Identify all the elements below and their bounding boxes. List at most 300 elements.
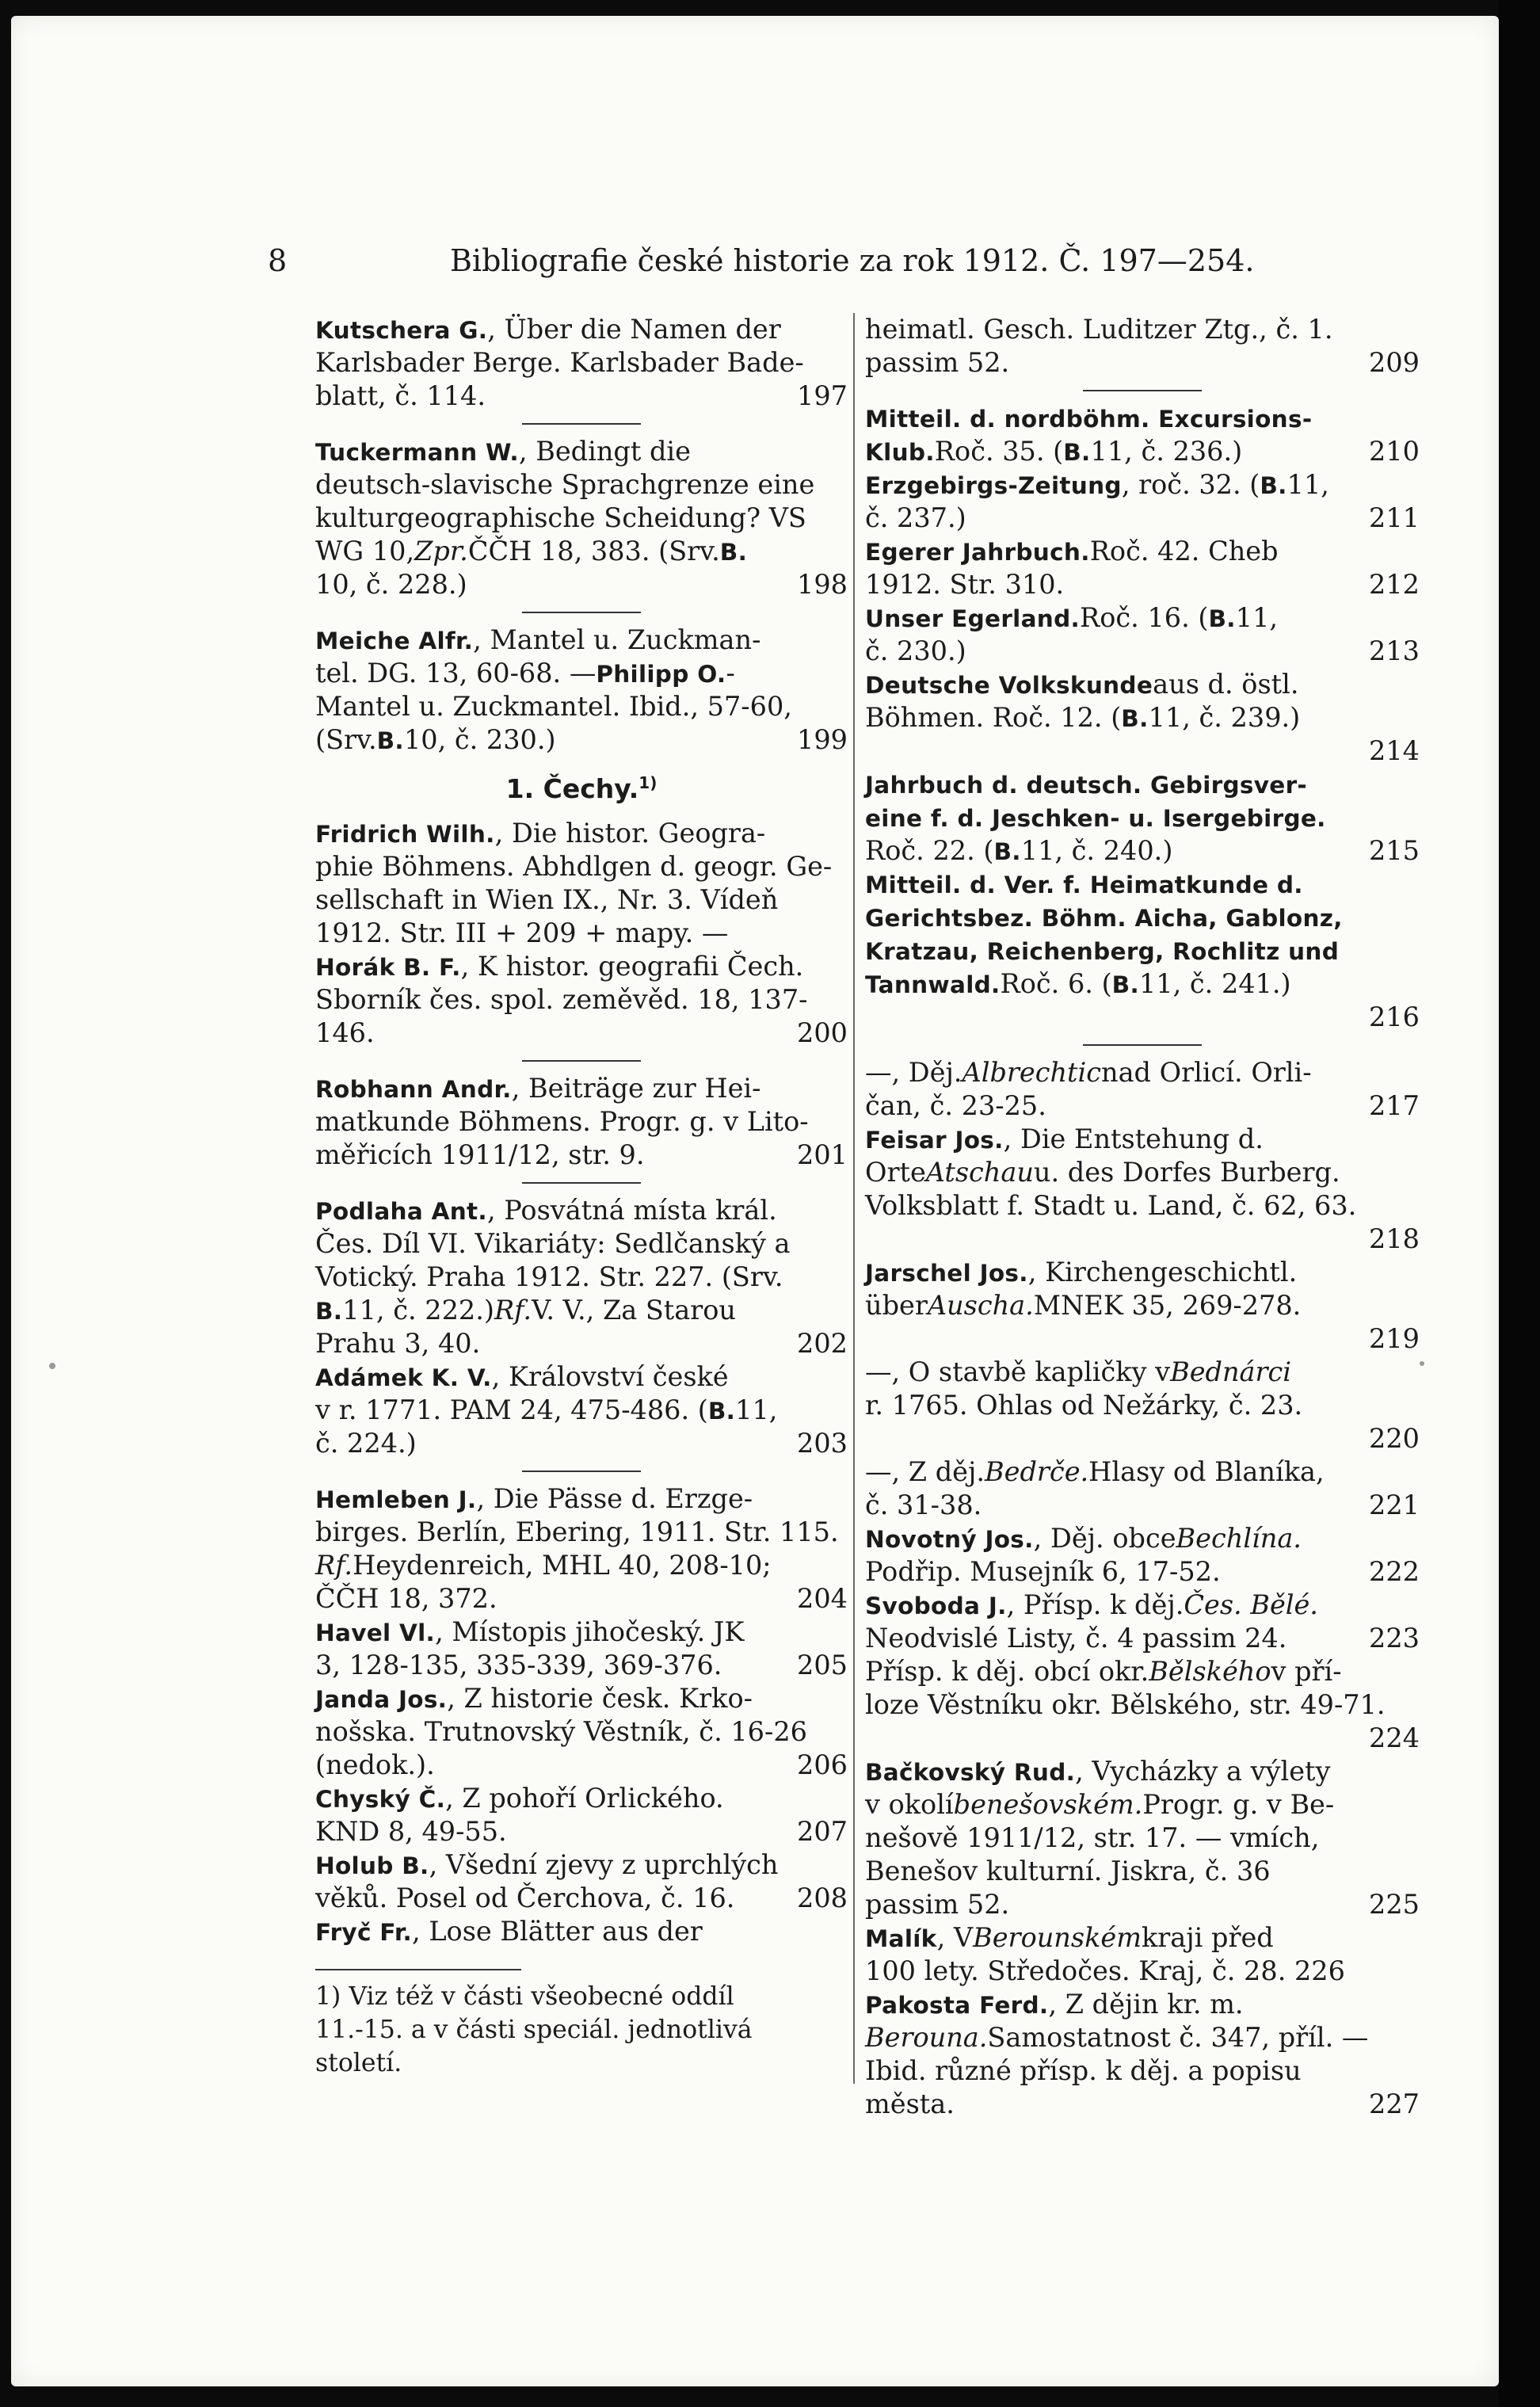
entry-number: 222: [1369, 1556, 1420, 1587]
line-text: [315, 2013, 753, 2047]
line-text: [865, 1788, 1334, 1821]
line-text: [315, 468, 814, 502]
text-line: [865, 402, 1420, 435]
text-line: [315, 624, 848, 657]
right-column: [865, 313, 1420, 2121]
text-segment: v r. 1771. PAM 24, 475-486. (: [315, 1394, 708, 1425]
text-line: [865, 1722, 1420, 1755]
line-text: [865, 668, 1298, 701]
text-line: [865, 1189, 1420, 1223]
text-segment: v okolí: [865, 1789, 954, 1820]
text-line: [315, 950, 848, 983]
italic-text: Atschau: [925, 1157, 1034, 1188]
text-line: [315, 1105, 848, 1139]
text-segment: , Die histor. Geogra-: [494, 818, 766, 849]
text-segment: Roč. 22. (: [865, 835, 994, 866]
text-line: [865, 1589, 1420, 1622]
text-segment: 11, č. 240.): [1020, 835, 1173, 866]
italic-text: benešovském.: [953, 1789, 1143, 1820]
text-segment: Votický. Praha 1912. Str. 227. (Srv.: [315, 1261, 783, 1292]
text-segment: 11,: [735, 1394, 778, 1425]
italic-text: Bělského: [1149, 1656, 1271, 1687]
text-segment: Přísp. k děj. obcí okr.: [865, 1656, 1149, 1687]
line-text: [865, 1389, 1302, 1422]
text-segment: 11,: [1287, 469, 1329, 500]
text-line: [865, 1389, 1420, 1422]
text-line: [865, 1123, 1420, 1156]
text-segment: Roč. 42. Cheb: [1089, 536, 1279, 566]
text-line: [315, 1682, 848, 1715]
italic-text: Bedrče.: [985, 1456, 1089, 1487]
line-text: [865, 834, 1172, 868]
text-line: [865, 1555, 1420, 1589]
line-text: [865, 1589, 1318, 1622]
text-segment: (nedok.).: [315, 1749, 435, 1780]
text-line: [865, 2021, 1420, 2054]
entry-separator: [315, 1460, 848, 1482]
text-segment: , Z historie česk. Krko-: [447, 1683, 753, 1714]
line-text: [865, 901, 1343, 934]
text-segment: čan, č. 23-25.: [865, 1090, 1046, 1121]
text-segment: , Děj. obce: [1033, 1523, 1176, 1554]
entry-number: 208: [797, 1882, 848, 1913]
text-segment: , Lose Blätter aus der: [412, 1916, 703, 1947]
text-line: [315, 1017, 848, 1050]
line-text: [865, 502, 966, 535]
footnote: [315, 1980, 848, 2080]
line-text: [865, 1289, 1301, 1322]
bold-text: Kutschera G.: [315, 317, 488, 344]
text-segment: , Die Entstehung d.: [1003, 1123, 1264, 1154]
line-text: [865, 1688, 1386, 1722]
text-line: [865, 601, 1420, 635]
line-text: [865, 2088, 955, 2121]
bold-text: Jarschel Jos.: [865, 1260, 1028, 1287]
text-line: [315, 535, 848, 568]
text-segment: č. 31-38.: [865, 1490, 982, 1520]
text-line: [315, 1072, 848, 1105]
line-text: [865, 468, 1329, 502]
text-line: [315, 1327, 848, 1360]
text-line: [315, 1715, 848, 1749]
text-line: [315, 883, 848, 917]
text-segment: 11, č. 239.): [1148, 702, 1301, 733]
line-text: [315, 1327, 480, 1360]
text-line: [315, 1749, 848, 1782]
line-text: [315, 1516, 839, 1549]
line-text: [315, 1394, 777, 1427]
italic-text: Bechlína.: [1176, 1523, 1302, 1554]
text-line: [865, 1655, 1420, 1688]
line-text: [865, 1755, 1330, 1788]
line-text: [315, 1582, 497, 1615]
italic-text: Berounském: [973, 1922, 1142, 1953]
text-segment: heimatl. Gesch. Luditzer Ztg., č. 1.: [865, 314, 1333, 345]
text-segment: Roč. 6. (: [1000, 968, 1112, 999]
line-text: [865, 1622, 1287, 1655]
line-text: [315, 2047, 402, 2080]
entry-number: 207: [797, 1816, 848, 1847]
text-line: [315, 1582, 848, 1615]
text-segment: kulturgeographische Scheidung? VS: [315, 502, 806, 533]
line-text: [315, 1194, 777, 1227]
text-segment: passim 52.: [865, 347, 1010, 378]
text-segment: Benešov kulturní. Jiskra, č. 36: [865, 1856, 1271, 1886]
text-line: [865, 1755, 1420, 1788]
line-text: [315, 1848, 778, 1882]
text-line: [315, 435, 848, 468]
bold-text: Philipp O.: [596, 661, 726, 688]
scan-speck: [1420, 1361, 1424, 1366]
text-segment: č. 237.): [865, 502, 966, 533]
entry-number: 201: [797, 1139, 848, 1170]
line-text: [315, 1980, 734, 2013]
line-text: [865, 967, 1291, 1001]
bold-text: Bačkovský Rud.: [865, 1759, 1076, 1786]
text-segment: 11.-15. a v části speciál. jednotlivá: [315, 2016, 753, 2044]
text-line: [865, 1322, 1420, 1356]
line-text: [865, 1189, 1356, 1223]
text-segment: města.: [865, 2088, 955, 2119]
text-segment: Progr. g. v Be-: [1142, 1789, 1335, 1820]
text-segment: Volksblatt f. Stadt u. Land, č. 62, 63.: [865, 1190, 1357, 1221]
line-text: [315, 1682, 753, 1715]
footnote-rule: [315, 1969, 521, 1970]
text-segment: , Místopis jihočeský. JK: [435, 1616, 745, 1647]
text-line: [865, 1855, 1420, 1888]
line-text: [865, 1955, 1345, 1988]
line-text: [865, 1888, 1009, 1921]
entry-number: 214: [1369, 735, 1420, 766]
text-line: [865, 1056, 1420, 1089]
text-segment: nošska. Trutnovský Věstník, č. 16-26: [315, 1716, 807, 1747]
line-text: [315, 1482, 753, 1516]
line-text: [315, 1017, 375, 1050]
text-line: [865, 1489, 1420, 1522]
text-line: [315, 313, 848, 346]
line-text: [315, 1360, 729, 1394]
line-text: [315, 1915, 703, 1948]
line-text: [865, 1489, 982, 1522]
text-segment: v pří-: [1271, 1656, 1342, 1687]
entry-number: 210: [1369, 436, 1420, 467]
text-segment: , Die Pässe d. Erzge-: [476, 1483, 753, 1514]
text-line: [865, 1256, 1420, 1289]
bold-text: Deutsche Volkskunde: [865, 672, 1153, 699]
text-segment: č. 230.): [865, 635, 966, 666]
text-segment: WG 10,: [315, 536, 415, 566]
left-column: [315, 313, 848, 2080]
bold-text: eine f. d. Jeschken- u. Isergebirge.: [865, 805, 1326, 832]
line-text: [315, 723, 556, 757]
bold-text: Pakosta Ferd.: [865, 1992, 1049, 2019]
text-segment: 100 lety. Středočes. Kraj, č. 28. 226: [865, 1955, 1345, 1986]
bold-text: B.: [993, 838, 1021, 865]
text-segment: aus d. östl.: [1153, 669, 1299, 700]
bold-text: Meiche Alfr.: [315, 627, 474, 654]
text-line: [315, 346, 848, 380]
line-text: [315, 1715, 807, 1749]
running-head: [268, 242, 1456, 280]
text-line: [315, 380, 848, 413]
italic-text: Rf.: [315, 1550, 353, 1581]
text-segment: sellschaft in Wien IX., Nr. 3. Vídeň: [315, 884, 779, 915]
text-segment: 1912. Str. 310.: [865, 569, 1065, 600]
line-text: [315, 1882, 734, 1915]
text-segment: Samostatnost č. 347, příl. —: [987, 2022, 1369, 2053]
line-text: [865, 1089, 1046, 1123]
entry-separator: [865, 1034, 1420, 1056]
entry-number: 215: [1369, 835, 1420, 866]
entry-number: 218: [1369, 1223, 1420, 1254]
text-segment: Heydenreich, MHL 40, 208-10;: [353, 1550, 772, 1581]
line-text: [865, 635, 966, 668]
text-segment: nešově 1911/12, str. 17. — vmích,: [865, 1822, 1320, 1853]
text-line: [315, 1194, 848, 1227]
bold-text: Horák B. F.: [315, 954, 461, 981]
text-line: [315, 983, 848, 1017]
page-number: 8: [268, 243, 288, 278]
bold-text: Hemleben J.: [315, 1486, 477, 1513]
line-text: [315, 1294, 736, 1327]
line-text: [865, 435, 1242, 468]
text-segment: 1912. Str. III + 209 + mapy. —: [315, 917, 729, 948]
text-line: [865, 668, 1420, 701]
text-line: [315, 468, 848, 502]
line-text: [865, 2021, 1368, 2054]
text-segment: passim 52.: [865, 1889, 1010, 1920]
line-text: [315, 1261, 783, 1294]
line-text: [865, 1256, 1297, 1289]
text-line: [865, 1522, 1420, 1555]
text-line: [865, 1001, 1420, 1034]
text-line: [315, 850, 848, 883]
text-segment: KND 8, 49-55.: [315, 1816, 507, 1847]
italic-text: Albrechtic: [962, 1057, 1101, 1088]
line-text: [315, 657, 735, 690]
italic-text: Rf.: [494, 1295, 532, 1326]
text-segment: deutsch-slavische Sprachgrenze eine: [315, 469, 815, 500]
text-segment: 11,: [1235, 602, 1279, 633]
text-line: [315, 2013, 848, 2047]
line-text: [315, 817, 765, 850]
text-line: [315, 1394, 848, 1427]
text-segment: Podřip. Musejník 6, 17-52.: [865, 1556, 1221, 1587]
bold-text: Tannwald.: [865, 971, 1001, 998]
text-segment: ČČH 18, 372.: [315, 1583, 497, 1614]
page-title: Bibliografie české historie za rok 1912. Č. 197—254.: [450, 243, 1255, 278]
bold-text: Fryč Fr.: [315, 1919, 413, 1946]
text-segment: 11, č. 222.): [342, 1295, 494, 1326]
entry-number: 221: [1369, 1490, 1420, 1520]
entry-number: 211: [1369, 502, 1420, 533]
line-text: [865, 313, 1332, 346]
text-line: [315, 2047, 848, 2080]
entry-number: 223: [1369, 1623, 1420, 1654]
text-segment: č. 224.): [315, 1428, 417, 1459]
line-text: [865, 1821, 1319, 1855]
text-segment: , Posvátná místa král.: [486, 1195, 777, 1226]
line-text: [865, 1522, 1302, 1555]
text-segment: phie Böhmens. Abhdlgen d. geogr. Ge-: [315, 851, 833, 882]
entry-number: 202: [797, 1328, 848, 1359]
bold-text: Kratzau, Reichenberg, Rochlitz und: [865, 938, 1340, 965]
text-segment: Ibid. různé přísp. k děj. a popisu: [865, 2055, 1302, 2086]
line-text: [315, 380, 486, 413]
text-line: [315, 1782, 848, 1815]
entry-number: 209: [1369, 347, 1420, 378]
text-line: [315, 1815, 848, 1848]
text-segment: , V: [936, 1922, 974, 1953]
text-segment: Roč. 16. (: [1080, 602, 1209, 633]
line-text: [865, 1056, 1312, 1089]
text-line: [315, 723, 848, 757]
text-line: [865, 1988, 1420, 2021]
line-text: [865, 868, 1303, 901]
text-line: [865, 1356, 1420, 1389]
text-segment: , Beiträge zur Hei-: [511, 1073, 761, 1104]
text-segment: 1) Viz též v části všeobecné oddíl: [315, 1982, 734, 2011]
text-line: [865, 768, 1420, 801]
bold-text: Janda Jos.: [315, 1686, 448, 1713]
bold-text: B.: [707, 1398, 736, 1425]
line-text: [315, 1427, 417, 1460]
entry-number: 227: [1369, 2088, 1420, 2119]
text-segment: , roč. 32. (: [1121, 469, 1260, 500]
line-text: [865, 701, 1300, 734]
text-segment: 11, č. 236.): [1090, 436, 1243, 467]
text-line: [865, 568, 1420, 601]
text-line: [315, 1615, 848, 1649]
bold-text: B.: [1208, 605, 1236, 632]
text-line: [315, 657, 848, 690]
text-segment: nad Orlicí. Orli-: [1101, 1057, 1312, 1088]
entry-number: 198: [797, 569, 848, 600]
text-segment: —, O stavbě kapličky v: [865, 1356, 1171, 1387]
text-line: [315, 917, 848, 950]
line-text: [865, 1356, 1291, 1389]
text-line: [865, 2054, 1420, 2088]
bold-text: B.: [315, 1298, 343, 1325]
text-segment: Roč. 35. (: [934, 436, 1064, 467]
line-text: [315, 1549, 772, 1582]
line-text: [315, 624, 760, 657]
scan-speck: [49, 1363, 55, 1369]
bold-text: B.: [1063, 439, 1091, 466]
entry-separator: [315, 1172, 848, 1194]
bold-text: Mitteil. d. Ver. f. Heimatkunde d.: [865, 872, 1303, 898]
entry-separator: [315, 601, 848, 624]
text-segment: r. 1765. Ohlas od Nežárky, č. 23.: [865, 1390, 1303, 1421]
text-line: [865, 1455, 1420, 1489]
line-text: [315, 502, 806, 535]
text-line: [315, 1482, 848, 1516]
text-line: [315, 1882, 848, 1915]
line-text: [315, 313, 781, 346]
line-text: [865, 801, 1326, 834]
line-text: [865, 402, 1312, 435]
text-line: [315, 1261, 848, 1294]
text-segment: Böhmen. Roč. 12. (: [865, 702, 1122, 733]
scan-border: [1499, 0, 1540, 2407]
text-segment: —, Děj.: [865, 1057, 962, 1088]
bold-text: Fridrich Wilh.: [315, 821, 495, 848]
text-line: [865, 1289, 1420, 1322]
bold-text: B.: [1121, 705, 1149, 732]
text-line: [315, 1427, 848, 1460]
column-divider: [853, 313, 855, 2084]
bold-text: Robhann Andr.: [315, 1076, 512, 1103]
line-text: [315, 1649, 722, 1682]
text-segment: loze Věstníku okr. Bělského, str. 49-71.: [865, 1689, 1386, 1720]
line-text: [865, 568, 1064, 601]
line-text: [315, 1227, 791, 1261]
text-segment: birges. Berlín, Ebering, 1911. Str. 115.: [315, 1516, 839, 1547]
text-line: [865, 967, 1420, 1001]
text-segment: Hlasy od Blaníka,: [1088, 1456, 1325, 1487]
bold-text: Gerichtsbez. Böhm. Aicha, Gablonz,: [865, 905, 1343, 932]
text-line: [315, 817, 848, 850]
text-line: [865, 435, 1420, 468]
text-segment: (Srv.: [315, 724, 377, 755]
text-segment: -: [726, 658, 735, 689]
bold-text: Svoboda J.: [865, 1593, 1007, 1619]
text-line: [865, 868, 1420, 901]
entry-number: 205: [797, 1650, 848, 1680]
line-text: [865, 1123, 1264, 1156]
entry-number: 200: [797, 1017, 848, 1048]
line-text: [865, 601, 1278, 635]
text-segment: měřicích 1911/12, str. 9.: [315, 1139, 645, 1170]
bold-text: Tuckermann W.: [315, 439, 519, 466]
line-text: [315, 983, 807, 1017]
entry-number: 224: [1369, 1722, 1420, 1753]
line-text: [865, 346, 1009, 380]
entry-separator: [315, 413, 848, 435]
line-text: [315, 346, 804, 380]
line-text: [865, 2054, 1302, 2088]
text-line: [315, 568, 848, 601]
line-text: [865, 934, 1339, 967]
line-text: [865, 1455, 1325, 1489]
line-text: [315, 535, 747, 568]
text-segment: , Všední zjevy z uprchlých: [429, 1849, 779, 1880]
text-segment: Čes. Díl VI. Vikariáty: Sedlčanský a: [315, 1228, 791, 1259]
text-line: [315, 1227, 848, 1261]
text-segment: Karlsbader Berge. Karlsbader Bade-: [315, 347, 804, 378]
bold-text: Novotný Jos.: [865, 1526, 1034, 1553]
text-line: [865, 535, 1420, 568]
line-text: [865, 1855, 1271, 1888]
text-segment: Mantel u. Zuckmantel. Ibid., 57-60,: [315, 691, 792, 722]
text-segment: ČČH 18, 383. (Srv.: [467, 536, 720, 566]
bold-text: Klub.: [865, 439, 935, 466]
bold-text: Unser Egerland.: [865, 605, 1081, 632]
text-segment: Neodvislé Listy, č. 4 passim 24.: [865, 1623, 1287, 1654]
bold-text: B.: [719, 539, 748, 566]
text-segment: , K histor. geografii Čech.: [460, 951, 804, 982]
bold-text: Holub B.: [315, 1852, 429, 1879]
text-line: [865, 1422, 1420, 1455]
text-segment: Orte: [865, 1157, 926, 1188]
text-segment: , Vycházky a výlety: [1075, 1756, 1331, 1787]
line-text: [315, 435, 691, 468]
text-segment: 3, 128-135, 335-339, 369-376.: [315, 1650, 722, 1680]
text-line: [865, 1089, 1420, 1123]
text-line: [865, 934, 1420, 967]
text-line: [865, 1223, 1420, 1256]
footnote-marker: 1): [638, 773, 658, 792]
